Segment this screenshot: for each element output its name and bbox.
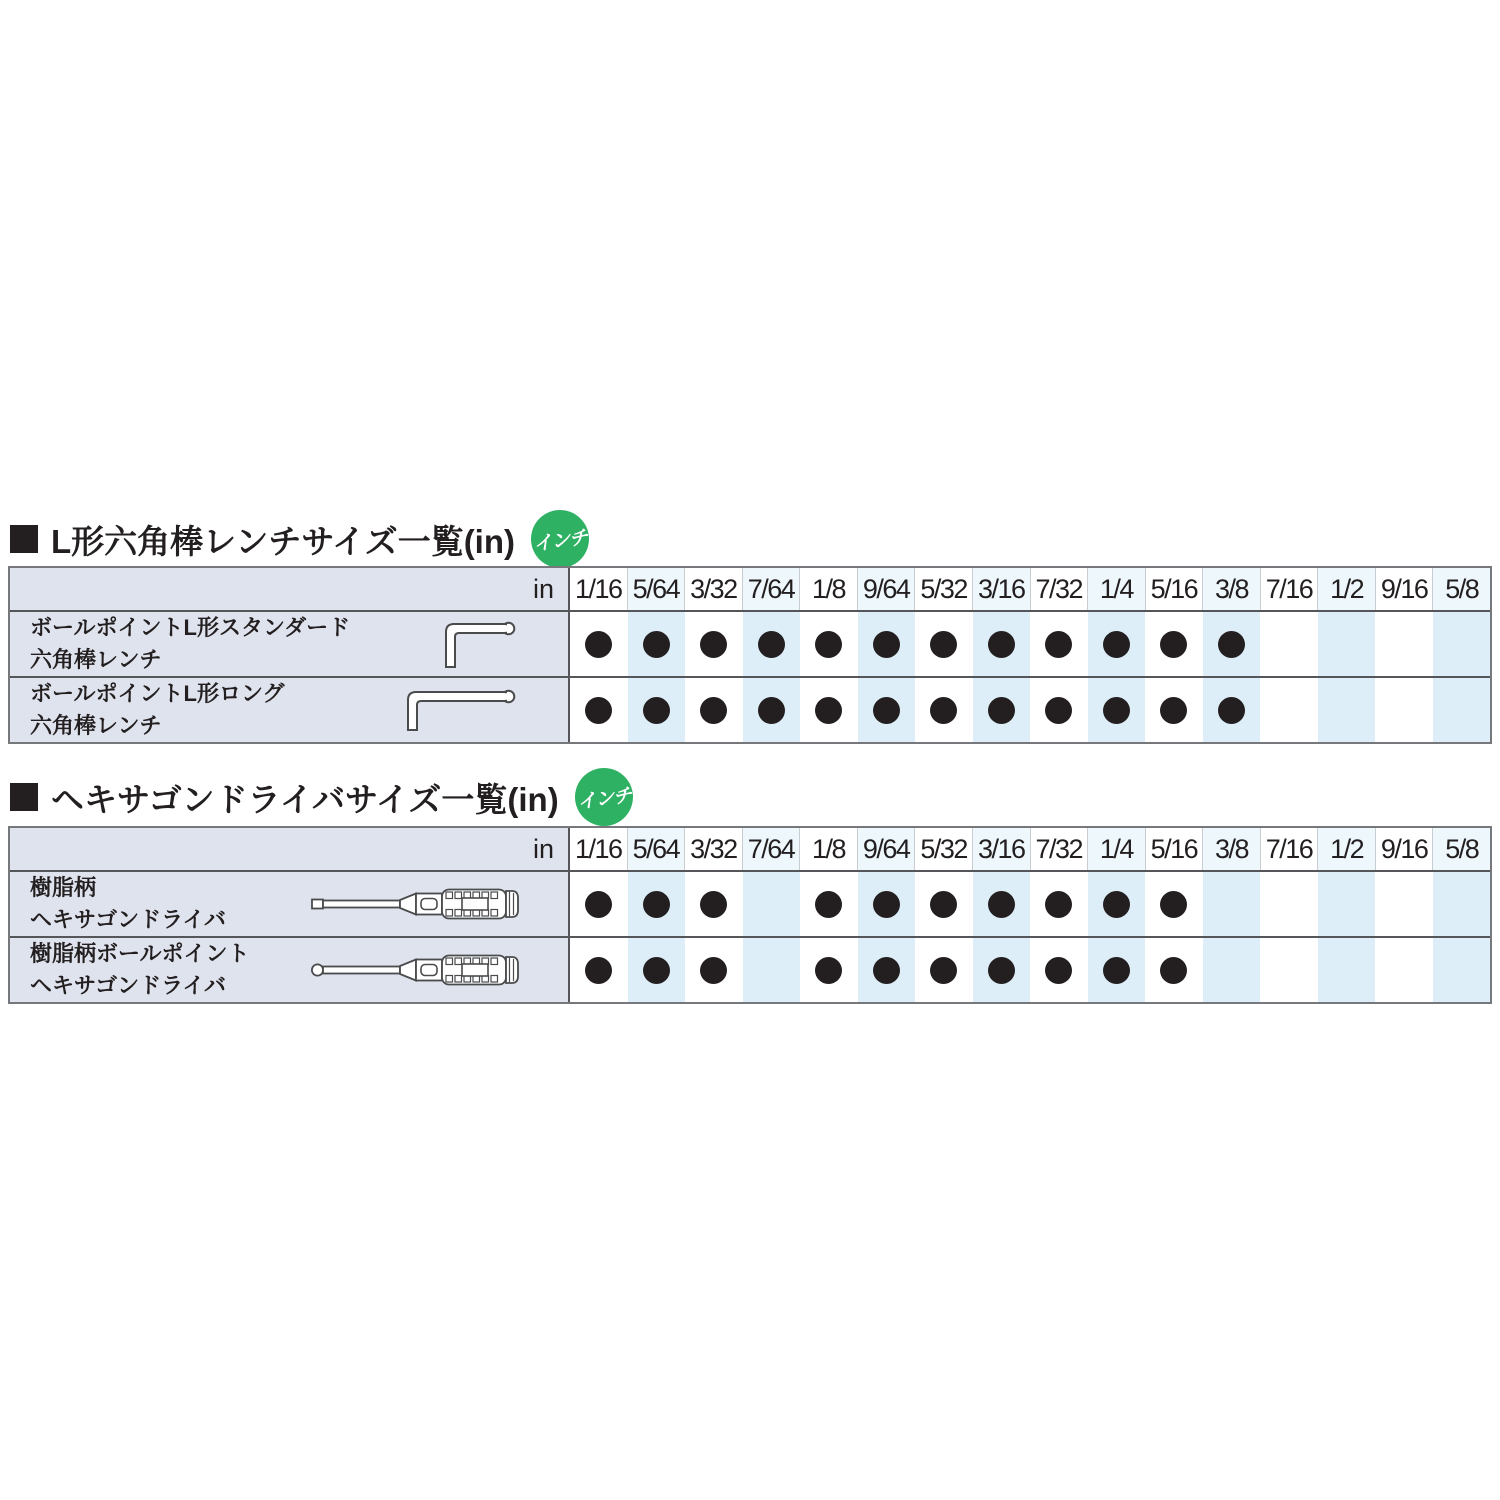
dot-icon <box>700 957 727 984</box>
dot-cell <box>915 612 973 676</box>
dot-cell <box>1260 872 1318 936</box>
row-label-cell <box>10 938 570 1002</box>
dot-icon <box>815 957 842 984</box>
section-header-hex-driver <box>10 768 633 826</box>
size-table-hex-driver <box>8 826 1492 1004</box>
dot-cell <box>743 872 801 936</box>
size-column-header: 3/16 <box>972 568 1030 610</box>
dot-icon <box>585 957 612 984</box>
section-title: L形六角棒レンチサイズ一覧(in) <box>51 522 515 560</box>
row-label <box>30 938 250 1002</box>
header-columns <box>570 568 1490 610</box>
dot-cell <box>1318 612 1376 676</box>
dot-cell <box>1318 938 1376 1002</box>
size-column-header: 5/32 <box>914 828 972 870</box>
dot-cell <box>1088 872 1146 936</box>
dot-cell <box>1088 612 1146 676</box>
dot-cell <box>685 938 743 1002</box>
size-table-l-wrench <box>8 566 1492 744</box>
dot-cell <box>1433 872 1491 936</box>
dot-cell <box>800 612 858 676</box>
dot-icon <box>815 631 842 658</box>
size-column-header: 5/16 <box>1145 568 1203 610</box>
dot-cell <box>1145 872 1203 936</box>
dot-cell <box>1030 872 1088 936</box>
dot-icon <box>815 891 842 918</box>
size-column-header: 5/64 <box>627 828 685 870</box>
size-column-header: 5/64 <box>627 568 685 610</box>
dot-icon <box>1160 957 1187 984</box>
dot-cell <box>1260 678 1318 742</box>
size-column-header: 5/16 <box>1145 828 1203 870</box>
row-label-line2: 六角棒レンチ <box>30 713 162 738</box>
dot-cell <box>1375 612 1433 676</box>
table-row <box>10 936 1490 1002</box>
inch-badge: インチ <box>527 506 593 572</box>
dot-icon <box>643 697 670 724</box>
dot-cell <box>1318 678 1376 742</box>
dot-cell <box>685 678 743 742</box>
dot-icon <box>1160 697 1187 724</box>
table-row <box>10 610 1490 676</box>
size-column-header: 9/16 <box>1375 828 1433 870</box>
dot-cell <box>1260 612 1318 676</box>
dot-icon <box>988 697 1015 724</box>
row-label <box>30 612 350 676</box>
dot-cell <box>570 678 628 742</box>
dot-cell <box>973 872 1031 936</box>
dot-cell <box>743 938 801 1002</box>
dot-cell <box>685 612 743 676</box>
dot-cell <box>1375 872 1433 936</box>
size-column-header: 7/16 <box>1260 568 1318 610</box>
dot-icon <box>585 631 612 658</box>
dot-icon <box>758 631 785 658</box>
dot-icon <box>643 957 670 984</box>
unit-label: in <box>10 828 570 870</box>
size-column-header: 7/32 <box>1030 828 1088 870</box>
unit-label: in <box>10 568 570 610</box>
dot-icon <box>815 697 842 724</box>
dot-icon <box>873 891 900 918</box>
row-label-cell <box>10 872 570 936</box>
resin-handle-hex-driver-icon <box>310 887 520 921</box>
square-bullet-icon <box>10 783 38 811</box>
row-label <box>30 678 285 742</box>
size-column-header: 9/64 <box>857 828 915 870</box>
row-label-line1: ボールポイントL形スタンダード <box>30 615 351 641</box>
dot-cell <box>743 612 801 676</box>
row-label-line2: ヘキサゴンドライバ <box>30 973 227 998</box>
dot-cell <box>1375 938 1433 1002</box>
size-column-header: 1/4 <box>1087 828 1145 870</box>
section-title: ヘキサゴンドライバサイズ一覧(in) <box>51 780 559 818</box>
dot-cell <box>628 678 686 742</box>
row-label-line2: ヘキサゴンドライバ <box>30 907 227 932</box>
dot-icon <box>930 957 957 984</box>
size-column-header: 7/64 <box>742 568 800 610</box>
dot-cell <box>1433 938 1491 1002</box>
inch-badge: インチ <box>571 764 637 830</box>
size-column-header: 1/8 <box>799 828 857 870</box>
section-header-l-wrench <box>10 510 589 568</box>
dot-icon <box>988 957 1015 984</box>
dot-cell <box>1145 678 1203 742</box>
dot-cell <box>1030 938 1088 1002</box>
dot-cell <box>1145 612 1203 676</box>
dot-icon <box>1218 697 1245 724</box>
dot-cell <box>570 872 628 936</box>
dot-cell <box>1145 938 1203 1002</box>
dot-cell <box>628 872 686 936</box>
dot-icon <box>1160 891 1187 918</box>
dot-cell <box>973 612 1031 676</box>
table-row <box>10 870 1490 936</box>
dot-cell <box>1203 872 1261 936</box>
size-column-header: 3/32 <box>684 828 742 870</box>
dot-icon <box>1103 957 1130 984</box>
size-column-header: 7/64 <box>742 828 800 870</box>
size-column-header: 1/8 <box>799 568 857 610</box>
dot-cell <box>858 872 916 936</box>
ball-point-l-wrench-standard-icon <box>440 620 520 668</box>
square-bullet-icon <box>10 525 38 553</box>
dot-icon <box>1045 631 1072 658</box>
header-columns <box>570 828 1490 870</box>
dot-icon <box>700 631 727 658</box>
dot-cell <box>1088 678 1146 742</box>
size-column-header: 1/2 <box>1317 568 1375 610</box>
dot-cell <box>915 938 973 1002</box>
row-label-line2: 六角棒レンチ <box>30 647 162 672</box>
dot-icon <box>930 891 957 918</box>
dot-icon <box>643 631 670 658</box>
table-header-row <box>10 828 1490 870</box>
dot-cell <box>800 872 858 936</box>
table-row <box>10 676 1490 742</box>
dot-cell <box>1203 678 1261 742</box>
dot-cell <box>1260 938 1318 1002</box>
dot-icon <box>873 697 900 724</box>
dot-cell <box>1030 612 1088 676</box>
dot-cell <box>915 872 973 936</box>
size-column-header: 3/8 <box>1202 568 1260 610</box>
size-column-header: 9/64 <box>857 568 915 610</box>
dot-cell <box>1318 872 1376 936</box>
dot-cell <box>1375 678 1433 742</box>
size-column-header: 5/8 <box>1432 828 1490 870</box>
ball-point-l-wrench-long-icon <box>402 689 520 731</box>
dot-cell <box>858 612 916 676</box>
dot-icon <box>1103 697 1130 724</box>
dot-cell <box>570 938 628 1002</box>
dot-cell <box>1203 612 1261 676</box>
dot-columns <box>570 872 1490 936</box>
dot-icon <box>643 891 670 918</box>
dot-icon <box>988 891 1015 918</box>
dot-columns <box>570 678 1490 742</box>
dot-cell <box>1433 612 1491 676</box>
dot-cell <box>858 938 916 1002</box>
dot-cell <box>1203 938 1261 1002</box>
size-column-header: 3/16 <box>972 828 1030 870</box>
dot-cell <box>973 938 1031 1002</box>
dot-cell <box>685 872 743 936</box>
row-label-line1: 樹脂柄 <box>30 875 97 901</box>
dot-icon <box>1218 631 1245 658</box>
dot-icon <box>930 631 957 658</box>
size-column-header: 9/16 <box>1375 568 1433 610</box>
dot-cell <box>973 678 1031 742</box>
dot-icon <box>873 631 900 658</box>
dot-columns <box>570 938 1490 1002</box>
dot-icon <box>988 631 1015 658</box>
size-column-header: 5/8 <box>1432 568 1490 610</box>
row-label-cell <box>10 612 570 676</box>
dot-icon <box>585 891 612 918</box>
table-header-row <box>10 568 1490 610</box>
dot-icon <box>1160 631 1187 658</box>
dot-icon <box>1045 697 1072 724</box>
dot-icon <box>930 697 957 724</box>
size-column-header: 1/2 <box>1317 828 1375 870</box>
size-column-header: 1/16 <box>575 834 622 864</box>
row-label-line1: 樹脂柄ボールポイント <box>30 941 250 967</box>
dot-columns <box>570 612 1490 676</box>
dot-cell <box>570 612 628 676</box>
size-column-header: 3/32 <box>684 568 742 610</box>
dot-icon <box>758 697 785 724</box>
dot-icon <box>700 891 727 918</box>
row-label <box>30 872 226 936</box>
size-column-header: 5/32 <box>914 568 972 610</box>
dot-icon <box>1103 631 1130 658</box>
row-label-cell <box>10 678 570 742</box>
dot-cell <box>1088 938 1146 1002</box>
dot-cell <box>800 678 858 742</box>
size-column-header: 7/16 <box>1260 828 1318 870</box>
dot-cell <box>628 938 686 1002</box>
resin-handle-ball-point-hex-driver-icon <box>310 953 520 987</box>
dot-cell <box>800 938 858 1002</box>
dot-icon <box>700 697 727 724</box>
dot-cell <box>1030 678 1088 742</box>
size-column-header: 1/4 <box>1087 568 1145 610</box>
dot-cell <box>743 678 801 742</box>
dot-icon <box>1045 957 1072 984</box>
size-column-header: 1/16 <box>575 574 622 604</box>
dot-icon <box>1103 891 1130 918</box>
size-column-header: 3/8 <box>1202 828 1260 870</box>
dot-cell <box>915 678 973 742</box>
dot-cell <box>628 612 686 676</box>
dot-icon <box>873 957 900 984</box>
dot-icon <box>1045 891 1072 918</box>
size-column-header: 7/32 <box>1030 568 1088 610</box>
dot-icon <box>585 697 612 724</box>
dot-cell <box>858 678 916 742</box>
dot-cell <box>1433 678 1491 742</box>
row-label-line1: ボールポイントL形ロング <box>30 681 285 707</box>
